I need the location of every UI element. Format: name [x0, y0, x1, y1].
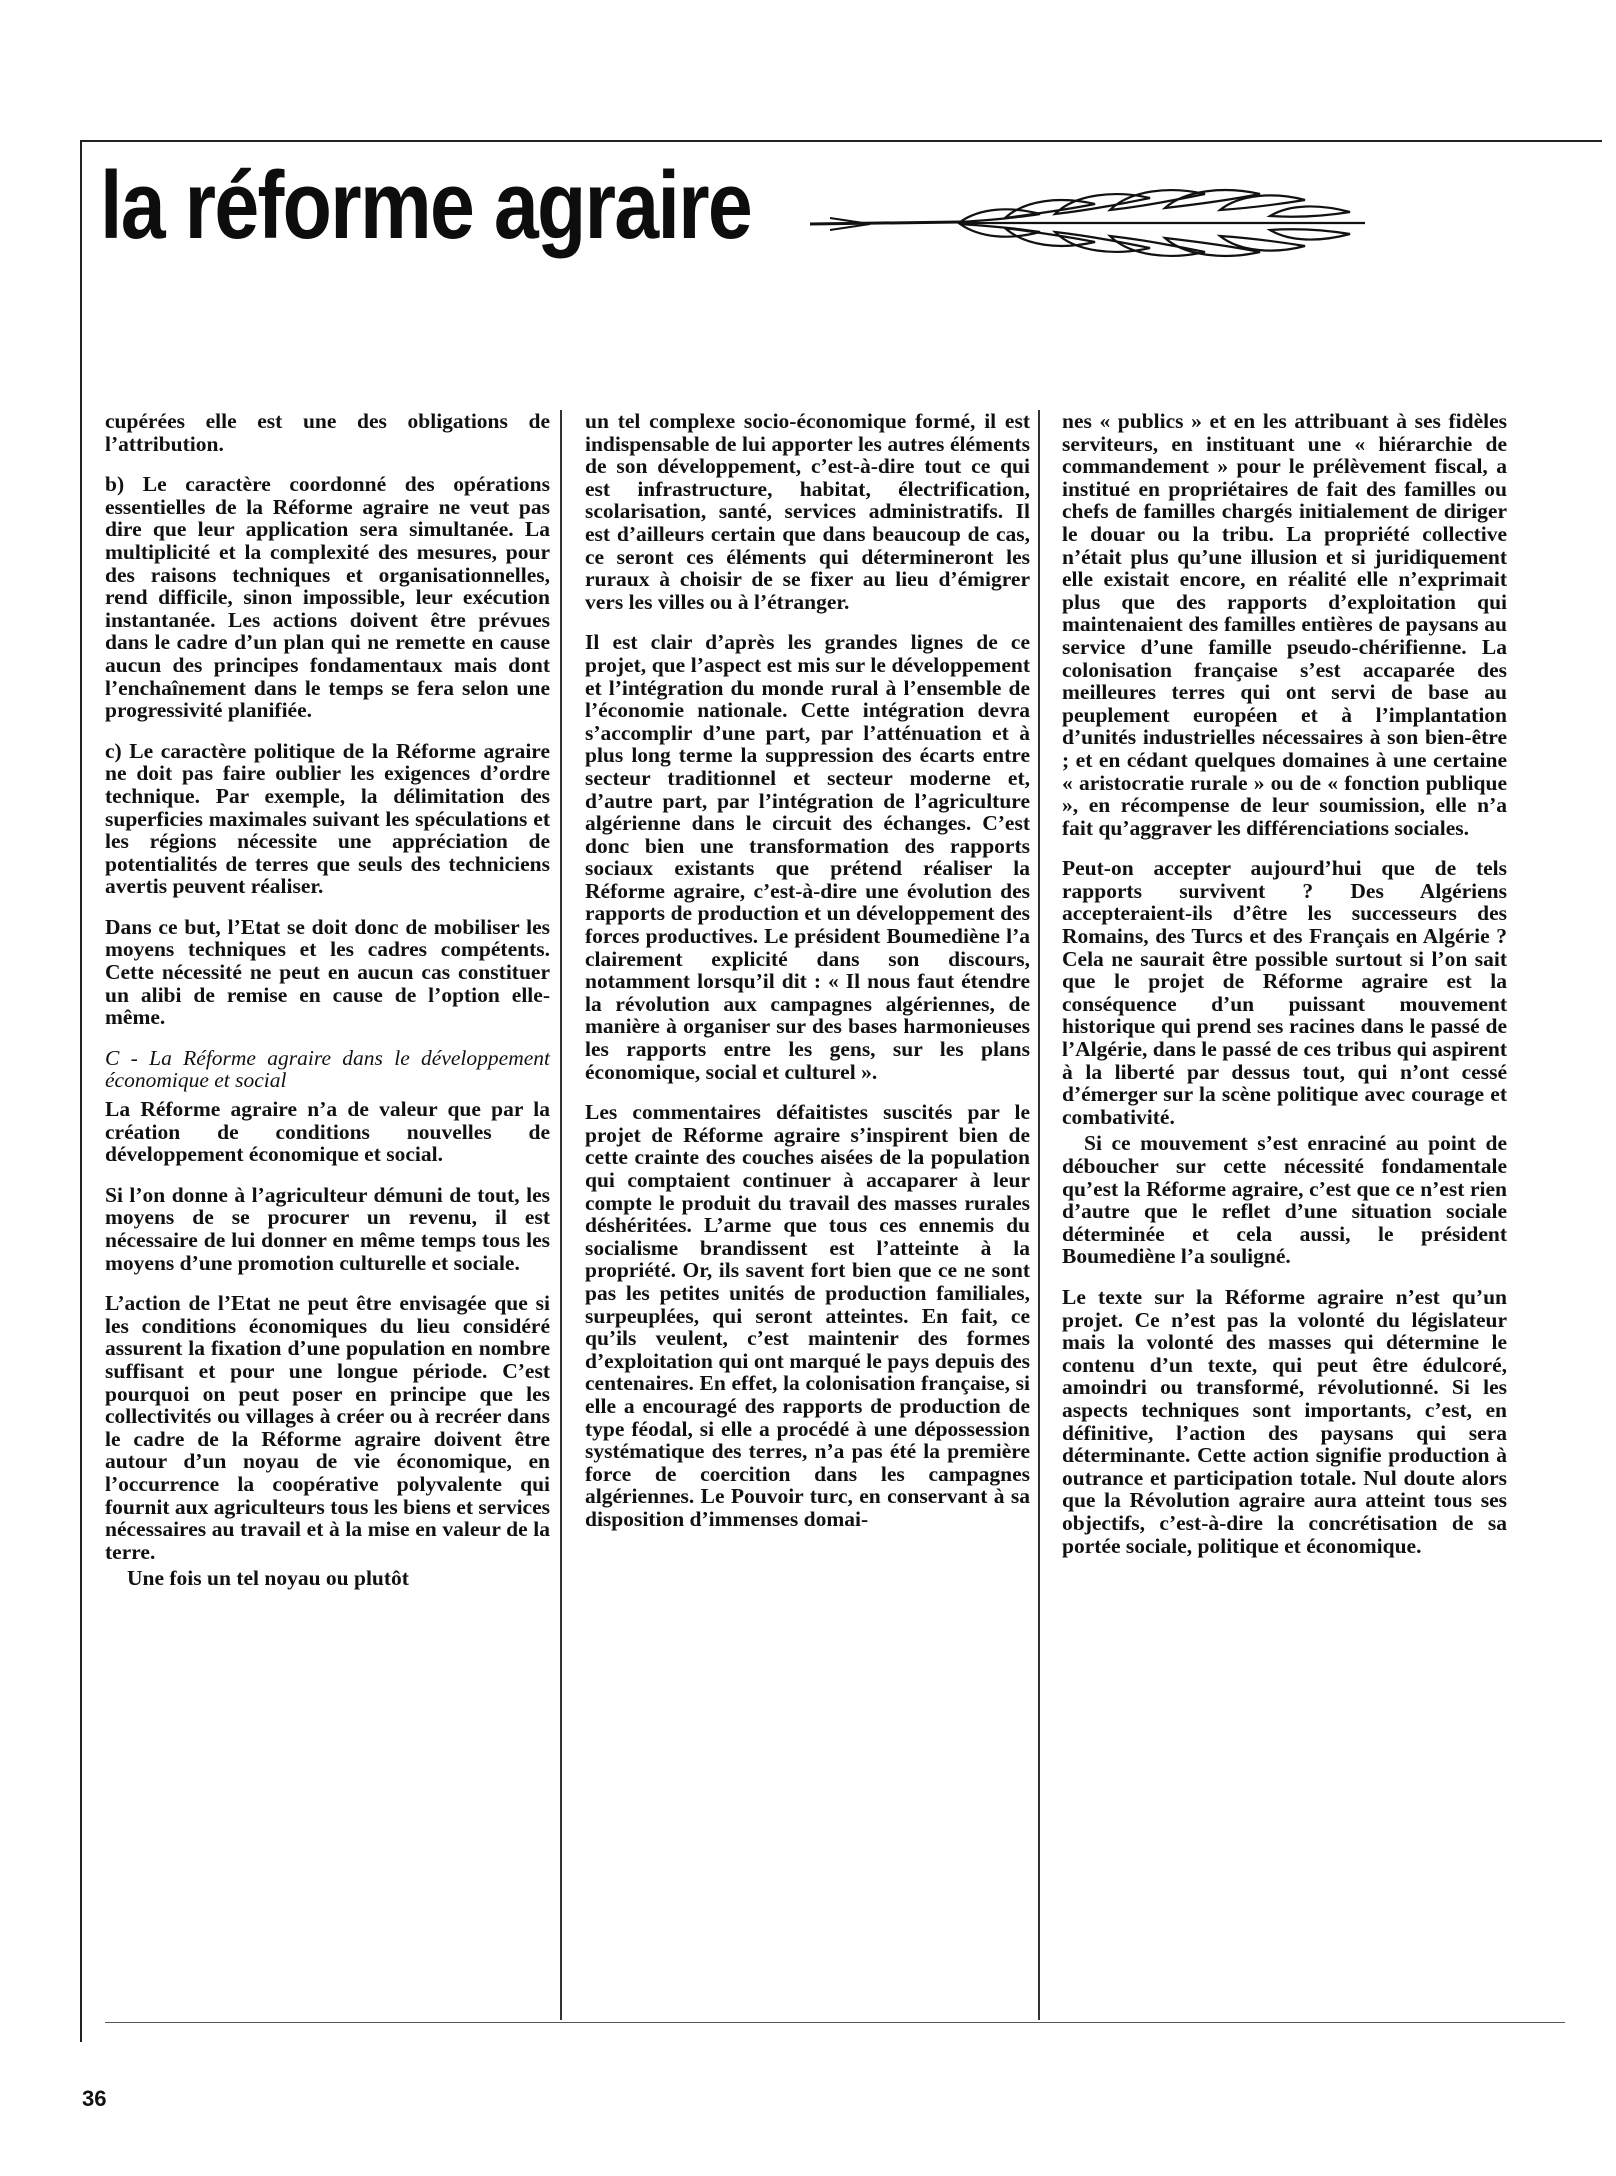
- paragraph: Si ce mouvement s’est enraciné au point de déboucher sur cette nécessité fondamentale qu’est la Réforme agraire, c’est que ce n’est rien d’autre que le reflet d’une situation sociale déterminée et cela aussi, le président Boumediène l’a souligné.: [1062, 1131, 1507, 1269]
- column-divider: [1038, 410, 1040, 2020]
- paragraph: Dans ce but, l’Etat se doit donc de mobiliser les moyens techniques et les cadres compétents. Cette nécessité ne peut en aucun cas constituer un alibi de remise en cause de l’option elle-même.: [105, 914, 550, 1030]
- paragraph: Le texte sur la Réforme agraire n’est qu’un projet. Ce n’est pas la volonté du législateur mais la volonté des masses qui détermine le contenu d’un texte, qui peut être édulcoré, amoindri ou transformé, révolutionné. Si les aspects techniques sont importants, c’est, en définitive, l’action des paysans qui sera déterminante. Cette action signifie production à outrance et participation totale. Nul doute alors que la Révolution agraire aura atteint tous ses objectifs, c’est-à-dire la concrétisation de sa portée sociale, politique et économique.: [1062, 1284, 1507, 1558]
- paragraph: Il est clair d’après les grandes lignes de ce projet, que l’aspect est mis sur le développement et l’intégration du monde rural à l’ensemble de l’économie nationale. Cette intégration devra s’accomplir d’une part, par l’atténuation et à plus long terme la suppression des écarts entre secteur traditionnel et secteur moderne et, d’autre part, par l’intégration de l’agriculture algérienne dans le circuit des échanges. C’est donc bien une transformation des rapports sociaux existants que prétend réaliser la Réforme agraire, c’est-à-dire une évolution des rapports de production et un développement des forces productives. Le président Boumediène l’a clairement explicité dans son discours, notamment lorsqu’il dit : « Il nous faut étendre la révolution aux campagnes algériennes, de manière à organiser sur des bases harmonieuses les rapports entre les gens, sur les plans économique, social et culturel ».: [585, 630, 1030, 1084]
- paragraph: L’action de l’Etat ne peut être envisagée que si les conditions économiques du lieu considéré assurent la fixation d’une population en nombre suffisant et pour une longue période. C’est pourquoi on peut poser en principe que les collectivités ou villages à créer ou à recréer dans le cadre de la Réforme agraire doivent être autour d’un noyau de vie économique, en l’occurrence la coopérative polyvalente qui fournit aux agriculteurs tous les biens et services nécessaires au travail et à la mise en valeur de la terre.: [105, 1291, 550, 1564]
- paragraph: Peut-on accepter aujourd’hui que de tels rapports survivent ? Des Algériens accepteraient-ils d’être les successeurs des Romains, des Turcs et des Français en Algérie ? Cela ne saurait être possible surtout si l’on sait que le projet de Réforme agraire est la conséquence d’un puissant mouvement historique qui prend ses racines dans le passé de l’Algérie, dans le passé de ces tribus qui aspirent à la liberté par dessus tout, qui n’ont cessé d’émerger sur la scène politique avec courage et combativité.: [1062, 856, 1507, 1129]
- wheat-ear-icon: [810, 178, 1370, 268]
- paragraph: Si l’on donne à l’agriculteur démuni de tout, les moyens de se procurer un revenu, il est nécessaire de lui donner en même temps tous les moyens d’une promotion culturelle et sociale.: [105, 1182, 550, 1275]
- paragraph: cupérées elle est une des obligations de l’attribution.: [105, 409, 550, 456]
- page-title: la réforme agraire: [100, 152, 752, 259]
- article-column-2: [585, 410, 1030, 1549]
- paragraph: c) Le caractère politique de la Réforme agraire ne doit pas faire oublier les exigences d’ordre technique. Par exemple, la délimitation des superficies maximales suivant les spéculations et les régions nécessite une appréciation de potentialités de terres que seuls des techniciens avertis peuvent réaliser.: [105, 738, 550, 899]
- paragraph: La Réforme agraire n’a de valeur que par la création de conditions nouvelles de développement économique et social.: [105, 1097, 550, 1167]
- paragraph: un tel complexe socio-économique formé, il est indispensable de lui apporter les autres éléments de son développement, c’est-à-dire tout ce qui est infrastructure, habitat, électrification, scolarisation, santé, services administratifs. Il est d’ailleurs certain que dans beaucoup de cas, ce seront ces éléments qui détermineront les ruraux à choisir de se fixer au lieu d’émigrer vers les villes ou à l’étranger.: [585, 409, 1030, 614]
- article-column-1: [105, 410, 550, 1608]
- page-number: 36: [82, 2086, 107, 2111]
- column-divider: [560, 410, 562, 2020]
- footer-rule: [105, 2022, 1565, 2023]
- paragraph: b) Le caractère coordonné des opérations essentielles de la Réforme agraire ne veut pas dire que leur application sera simultanée. La multiplicité et la complexité des mesures, pour des raisons techniques et organisationnelles, rend difficile, sinon impossible, leur exécution instantanée. Les actions doivent être prévues dans le cadre d’un plan qui ne remette en cause aucun des principes fondamentaux mais dont l’enchaînement dans le temps se fera selon une progressivité planifiée.: [105, 472, 550, 723]
- paragraph: Les commentaires défaitistes suscités par le projet de Réforme agraire s’inspirent bien de cette crainte des couches aisées de la population qui comptaient continuer à accaparer à leur compte le produit du travail des masses rurales déshéritées. L’arme que tous ces ennemis du socialisme brandissent est l’atteinte à la propriété. Or, ils savent fort bien que ce ne sont pas les petites unités de production familiales, surpeuplées, qui seront atteintes. En fait, ce qu’ils veulent, c’est maintenir des formes d’exploitation qui ont marqué le pays depuis des centenaires. En effet, la colonisation française, si elle a encouragé des rapports de production de type féodal, si elle a procédé à une dépossession systématique des terres, n’a pas été la première force de coercition dans les campagnes algériennes. Le Pouvoir turc, en conservant à sa disposition d’immenses domai-: [585, 1100, 1030, 1531]
- paragraph: nes « publics » et en les attribuant à ses fidèles serviteurs, en instituant une « hiérarchie de commandement » pour le prélèvement fiscal, a institué en propriétaires de fait des familles ou chefs de familles chargés initialement de diriger le douar ou la tribu. La propriété collective n’était plus qu’une illusion et si juridiquement elle existait encore, en réalité elle n’exprimait plus que des rapports d’exploitation qui maintenaient des familles entières de paysans au service d’une famille pseudo-chérifienne. La colonisation française s’est accaparée des meilleures terres qui ont servi de base au peuplement européen et à l’implantation d’unités industrielles nécessaires à son bien-être ; et en cédant quelques domaines à une certaine « aristocratie rurale » ou de « fonction publique », en récompense de leur soumission, elle n’a fait qu’aggraver les différenciations sociales.: [1062, 409, 1507, 840]
- section-subheading: C - La Réforme agraire dans le développement économique et social: [105, 1045, 550, 1093]
- article-column-3: [1062, 410, 1507, 1575]
- paragraph: Une fois un tel noyau ou plutôt: [127, 1566, 409, 1591]
